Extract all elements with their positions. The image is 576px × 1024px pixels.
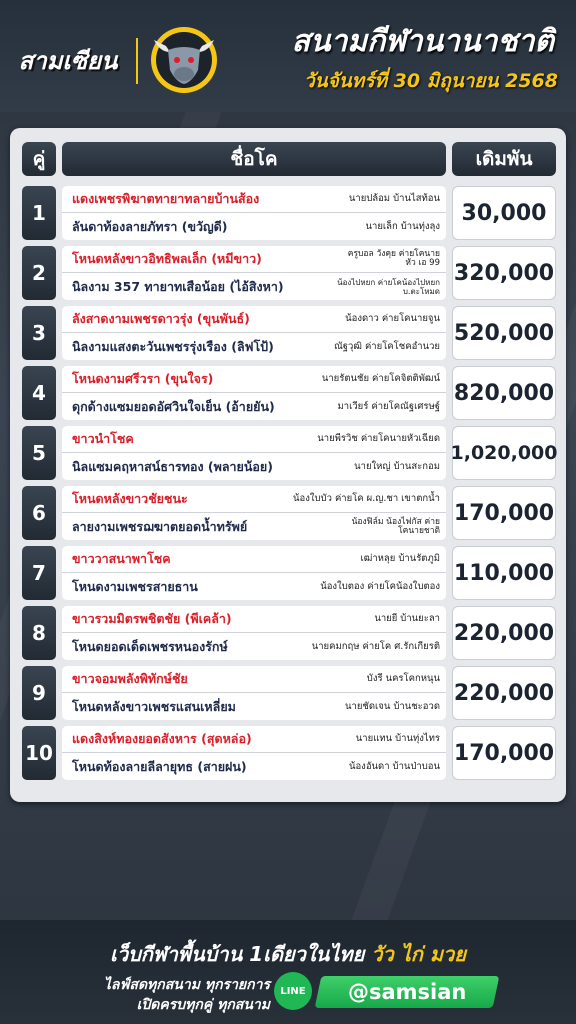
bet-amount: 220,000 [452,606,556,660]
page-title: สนามกีฬานานาชาติ [291,24,554,59]
pair-number: 3 [22,306,56,360]
red-bull-name: ขาวนำโชค [72,431,134,446]
bet-amount: 820,000 [452,366,556,420]
table-row [22,486,556,540]
table-row [22,306,556,360]
pair-number: 2 [22,246,56,300]
blue-owner: น้องฟิล์ม น้องไฟกัส ค่ายโคนายชาติ [351,516,440,536]
tagline-main: เว็บกีฬาพื้นบ้าน 1เดียวในไทย [110,942,365,966]
match-table [10,128,566,802]
pair-names [62,546,446,600]
pair-names [62,606,446,660]
pair-number: 7 [22,546,56,600]
table-row [22,666,556,720]
bet-amount: 110,000 [452,546,556,600]
blue-owner: น้องอันดา บ้านป่าบอน [348,760,440,772]
red-owner: น้องใบบัว ค่ายโค ผ.ญ.ชา เขาตกน้ำ [293,493,440,504]
column-header-name: ชื่อโค [62,142,446,176]
bet-amount: 30,000 [452,186,556,240]
pair-names [62,726,446,780]
bull-head-icon [144,18,224,98]
red-bull-name: ขาววาสนาพาโชค [72,551,171,566]
red-owner: นายยี บ้านยะลา [374,613,440,624]
blue-bull-name: นิลงาม 357 ทายาทเสือน้อย (ไอ้สิงหา) [72,278,284,294]
pair-number: 8 [22,606,56,660]
table-row [22,186,556,240]
pair-names [62,426,446,480]
blue-bull-name: โหนดท้องลายลีลายุทธ (สายฝน) [72,758,247,774]
pair-names [62,486,446,540]
table-row [22,426,556,480]
blue-bull-name: ลันดาท้องลายภัทรา (ขวัญดี) [72,218,228,234]
blue-bull-name: โหนดงามเพชรสายธาน [72,578,198,594]
table-row [22,246,556,300]
pair-names [62,246,446,300]
bet-amount: 220,000 [452,666,556,720]
table-row [22,366,556,420]
footer-subtitle: เปิดครบทุกคู่ ทุกสนาม [136,997,270,1013]
blue-owner: นายใหญ่ บ้านสะกอม [354,460,440,472]
blue-owner: นายชัดเจน บ้านชะอวด [345,700,440,712]
table-row [22,606,556,660]
column-header-pair: คู่ [22,142,56,176]
red-owner: น้องดาว ค่ายโคนายจูน [345,313,440,324]
blue-owner: นายคมกฤษ ค่ายโค ศ.รักเกียรติ [311,640,440,652]
blue-owner: น้องไปหยก ค่ายโคน้องไปหยกบ.ตะโหมด [337,277,440,296]
blue-owner: น้องใบตอง ค่ายโคน้องใบตอง [320,580,440,592]
red-bull-name: โหนดหลังขาวชัยชนะ [72,491,188,506]
red-owner: นายพีรวิช ค่ายโคนายหัวเฉียด [317,433,440,444]
red-owner: นายรัตนชัย ค่ายโคจิตติพัฒน์ [321,373,440,384]
red-owner: ครูบอล วังคุย ค่ายโคนายหัว เอ 99 [347,249,440,268]
header [0,0,576,112]
blue-bull-name: ดุกด้างแซมยอดอัศวินใจเย็น (อ้ายยัน) [72,398,275,414]
bet-amount: 170,000 [452,726,556,780]
red-bull-name: ขาวรวมมิตรพชิตชัย (พีเคล้า) [72,611,232,626]
line-app-icon[interactable]: LINE [274,972,312,1010]
red-bull-name: แดงเพชรพิฆาตทายาทลายบ้านส้อง [72,191,260,206]
red-owner: เฒ่าหลุย บ้านรัตภูมิ [360,553,440,564]
pair-number: 4 [22,366,56,420]
red-owner: บังรี นครโคกหนุน [366,673,440,684]
pair-number: 1 [22,186,56,240]
blue-bull-name: โหนดยอดเด็ดเพชรหนองรักษ์ [72,638,228,654]
pair-number: 9 [22,666,56,720]
blue-owner: มาเวียร์ ค่ายโคณัฐเศรษฐ์ [337,400,440,412]
blue-bull-name: โหนดหลังขาวเพชรแสนเหลี่ยม [72,698,236,714]
blue-bull-name: นิลแซมคฤหาสน์ธารทอง (พลายน้อย) [72,458,273,474]
blue-bull-name: ลายงามเพชรฌฆาตยอดน้ำทรัพย์ [72,518,248,534]
bet-amount: 1,020,000 [452,426,556,480]
red-bull-name: โหนดงามศรีวรา (ขุนใจร) [72,371,214,386]
pair-number: 5 [22,426,56,480]
line-id-label: @samsian [347,980,467,1004]
red-owner: นายปล้อม บ้านไสท้อน [348,193,440,204]
red-bull-name: ลังสาดงามเพชรดาวรุ่ง (ขุนพันธ์) [72,311,250,326]
table-row [22,546,556,600]
bet-amount: 170,000 [452,486,556,540]
brand-divider [136,38,138,84]
brand-logo: สามเซียน [18,46,118,75]
event-date: วันจันทร์ที่ 30 มิถุนายน 2568 [303,70,558,92]
column-header-bet: เดิมพัน [452,142,556,176]
blue-bull-name: นิลงามแสงตะวันเพชรรุ่งเรือง (ลิฟโป้) [72,338,274,354]
line-id-button[interactable] [315,976,500,1008]
pair-names [62,306,446,360]
pair-names [62,366,446,420]
red-bull-name: ขาวจอมพลังพิทักษ์ชัย [72,671,188,686]
pair-names [62,186,446,240]
bet-amount: 520,000 [452,306,556,360]
footer-subtitle: ไลฟ์สดทุกสนาม ทุกรายการ [103,977,270,993]
blue-owner: ณัฐวุฒิ ค่ายโคโชคอำนวย [333,340,440,352]
pair-names [62,666,446,720]
pair-number: 10 [22,726,56,780]
footer-tagline [0,938,576,970]
red-bull-name: โหนดหลังขาวอิทธิพลเล็ก (หมีขาว) [72,251,262,266]
blue-owner: นายเล็ก บ้านทุ่งลุง [365,220,440,232]
tagline-highlight: วัว ไก่ มวย [371,942,466,966]
red-bull-name: แดงสิงห์ทองยอดสังหาร (สุดหล่อ) [72,731,252,746]
table-row [22,726,556,780]
red-owner: นายแทน บ้านทุ่งไทร [355,733,440,744]
pair-number: 6 [22,486,56,540]
bet-amount: 320,000 [452,246,556,300]
